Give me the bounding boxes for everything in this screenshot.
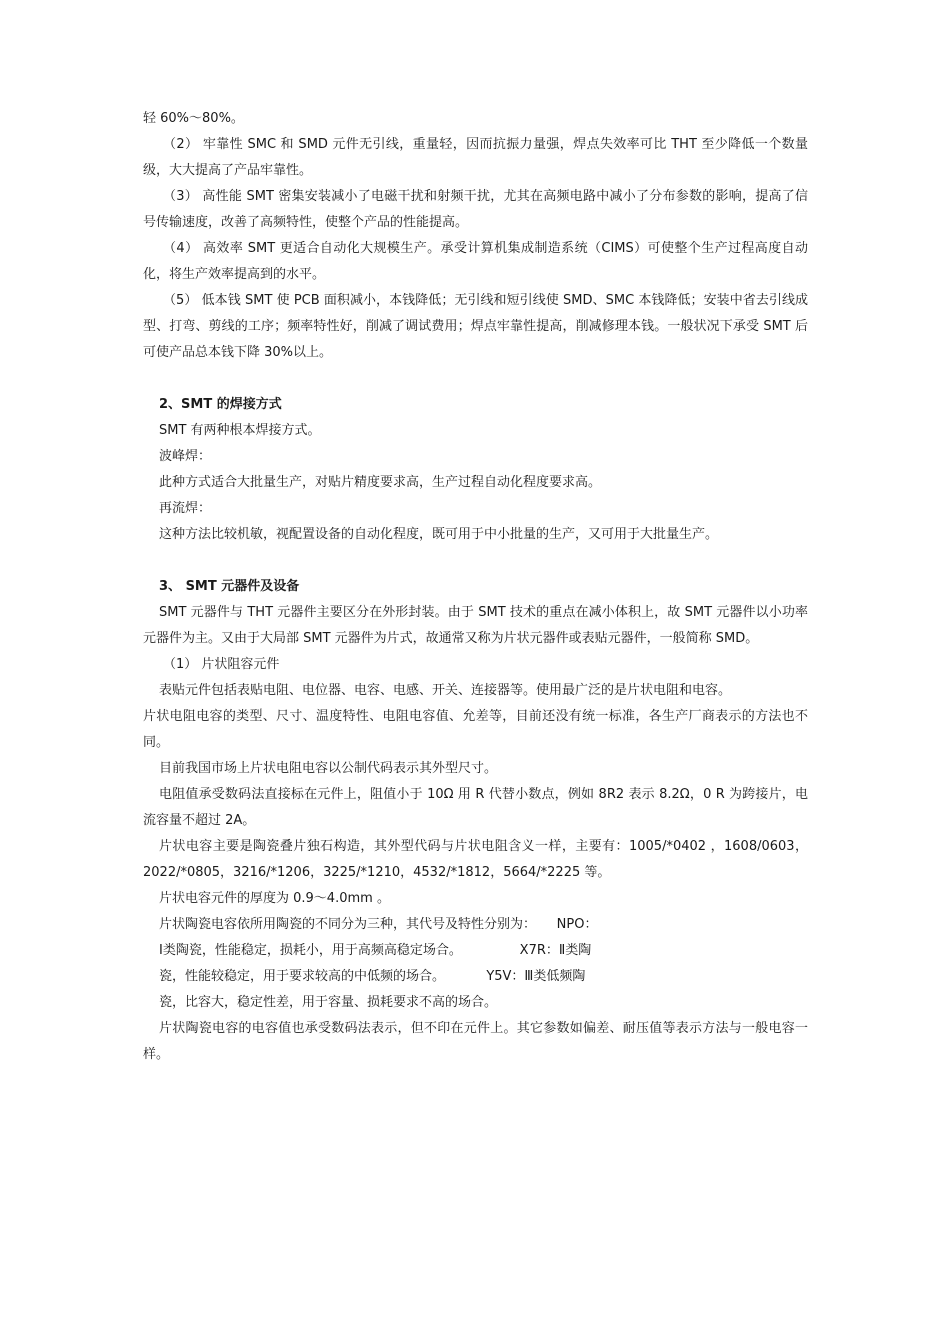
- advantages-tail-line: 轻 60%～80%。: [143, 111, 244, 126]
- chip-rc-p5: 片状电容主要是陶瓷叠片独石构造，其外型代码与片状电阻含义一样，主要有：1005/*0402 ，1608/0603，2022/*0805，3216/*1206，3225/*1210，4532/*1812，5664/*2225 等。: [143, 839, 808, 880]
- reflow-soldering-label: 再流焊：: [159, 501, 212, 516]
- chip-rc-p2: 片状电阻电容的类型、尺寸、温度特性、电阻电容值、允差等，目前还没有统一标准，各生产厂商表示的方法也不同。: [143, 709, 808, 750]
- chip-rc-p11: 片状陶瓷电容的电容值也承受数码法表示，但不印在元件上。其它参数如偏差、耐压值等表示方法与一般电容一样。: [143, 1021, 808, 1062]
- wave-soldering-desc: 此种方式适合大批量生产，对贴片精度要求高，生产过程自动化程度要求高。: [159, 475, 602, 490]
- chip-rc-p4: 电阻值承受数码法直接标在元件上，阻值小于 10Ω 用 R 代替小数点，例如 8R2 表示 8.2Ω，0 R 为跨接片，电流容量不超过 2A。: [143, 787, 808, 828]
- section-gap: [143, 366, 808, 392]
- components-intro: SMT 元器件与 THT 元器件主要区分在外形封装。由于 SMT 技术的重点在减小体积上，故 SMT 元器件以小功率元器件为主。又由于大局部 SMT 元器件为片式，故通常又称为片状元器件或表贴元器件，一般简称 SMD。: [143, 605, 808, 646]
- chip-rc-title: （1） 片状阻容元件: [163, 657, 280, 672]
- reflow-soldering-desc: 这种方法比较机敏，视配置设备的自动化程度，既可用于中小批量的生产，又可用于大批量生产。: [159, 527, 719, 542]
- section-gap: [143, 548, 808, 574]
- chip-rc-p6: 片状电容元件的厚度为 0.9～4.0mm 。: [159, 891, 390, 906]
- section-heading-welding: 2、SMT 的焊接方式: [159, 397, 282, 412]
- welding-intro: SMT 有两种根本焊接方式。: [159, 423, 321, 438]
- chip-rc-p3: 目前我国市场上片状电阻电容以公制代码表示其外型尺寸。: [159, 761, 498, 776]
- chip-rc-p10: 瓷，比容大，稳定性差，用于容量、损耗要求不高的场合。: [159, 995, 498, 1010]
- wave-soldering-label: 波峰焊：: [159, 449, 212, 464]
- document-page: [143, 106, 808, 1068]
- advantage-efficiency: （4） 高效率 SMT 更适合自动化大规模生产。承受计算机集成制造系统（CIMS）可使整个生产过程高度自动化，将生产效率提高到的水平。: [143, 241, 808, 282]
- advantage-performance: （3） 高性能 SMT 密集安装减小了电磁干扰和射频干扰，尤其在高频电路中减小了分布参数的影响，提高了信号传输速度，改善了高频特性，使整个产品的性能提高。: [143, 189, 808, 230]
- chip-rc-p9: 瓷，性能较稳定，用于要求较高的中低频的场合。 Y5V：Ⅲ类低频陶: [159, 969, 586, 984]
- advantage-reliability: （2） 牢靠性 SMC 和 SMD 元件无引线，重量轻，因而抗振力量强，焊点失效率可比 THT 至少降低一个数量级，大大提高了产品牢靠性。: [143, 137, 808, 178]
- section-heading-components: 3、 SMT 元器件及设备: [159, 579, 300, 594]
- advantage-cost: （5） 低本钱 SMT 使 PCB 面积减小，本钱降低；无引线和短引线使 SMD、SMC 本钱降低；安装中省去引线成型、打弯、剪线的工序；频率特性好，削减了调试费用；焊点牢靠性提高，削减修理本钱。一般状况下承受 SMT 后可使产品总本钱下降 30%以上。: [143, 293, 808, 360]
- chip-rc-p7: 片状陶瓷电容依所用陶瓷的不同分为三种，其代号及特性分别为： NPO：: [159, 917, 598, 932]
- chip-rc-p1: 表贴元件包括表贴电阻、电位器、电容、电感、开关、连接器等。使用最广泛的是片状电阻和电容。: [159, 683, 732, 698]
- chip-rc-p8: Ⅰ类陶瓷，性能稳定，损耗小，用于高频高稳定场合。 X7R：Ⅱ类陶: [159, 943, 592, 958]
